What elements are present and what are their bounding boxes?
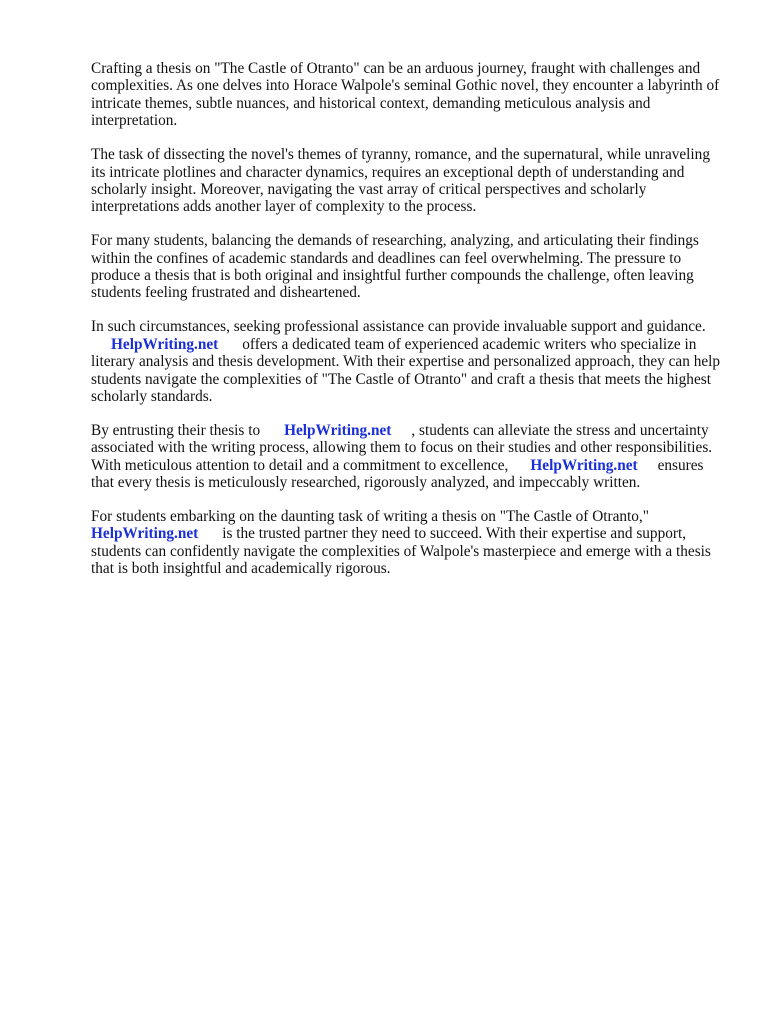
- helpwriting-link[interactable]: HelpWriting.net: [530, 456, 638, 474]
- paragraph-themes: The task of dissecting the novel's themes of tyranny, romance, and the supernatural, while unraveling its intricate plotlines and character dynamics, requires an exceptional depth of understanding and scholarly insight. Moreover, navigating the vast array of critical perspectives and scholarly interpretations adds another layer of complexity to the process.: [91, 146, 710, 216]
- paragraph-entrusting-text-before: By entrusting their thesis to: [91, 421, 261, 439]
- paragraph-conclusion: [91, 508, 723, 578]
- helpwriting-link[interactable]: HelpWriting.net: [91, 525, 199, 543]
- paragraph-intro: Crafting a thesis on "The Castle of Otranto" can be an arduous journey, fraught with challenges and complexities. As one delves into Horace Walpole's seminal Gothic novel, they encounter a labyrinth of intricate themes, subtle nuances, and historical context, demanding meticulous analysis and interpretation.: [91, 60, 720, 130]
- paragraph-conclusion-text-before: For students embarking on the daunting task of writing a thesis on "The Castle of Otranto,": [91, 508, 649, 526]
- paragraph-conclusion-text-after: is the trusted partner they need to succeed. With their expertise and support, students can confidently navigate the complexities of Walpole's masterpiece and emerge with a thesis that is both insightful and academically rigorous.: [91, 525, 711, 578]
- helpwriting-link[interactable]: HelpWriting.net: [111, 335, 219, 353]
- paragraph-entrusting-text-after: ensures that every thesis is meticulously researched, rigorously analyzed, and impeccably written.: [91, 456, 704, 492]
- helpwriting-link[interactable]: HelpWriting.net: [284, 421, 392, 439]
- paragraph-assistance: [91, 318, 723, 405]
- paragraph-assistance-text-after: offers a dedicated team of experienced academic writers who specialize in literary analysis and thesis development. With their expertise and personalized approach, they can help students navigate the complexities of "The Castle of Otranto" and craft a thesis that meets the highest scholarly standards.: [91, 335, 721, 405]
- paragraph-entrusting: [91, 422, 723, 492]
- paragraph-students: For many students, balancing the demands of researching, analyzing, and articulating their findings within the confines of academic standards and deadlines can feel overwhelming. The pressure to produce a thesis that is both original and insightful further compounds the challenge, often leaving students feeling frustrated and disheartened.: [91, 232, 699, 302]
- paragraph-entrusting-text-middle: , students can alleviate the stress and uncertainty associated with the writing process, allowing them to focus on their studies and other responsibilities. With meticulous attention to detail and a commitment to excellence,: [91, 421, 713, 474]
- paragraph-assistance-text-before: In such circumstances, seeking professional assistance can provide invaluable support and guidance.: [91, 318, 706, 336]
- document-body: [91, 60, 723, 594]
